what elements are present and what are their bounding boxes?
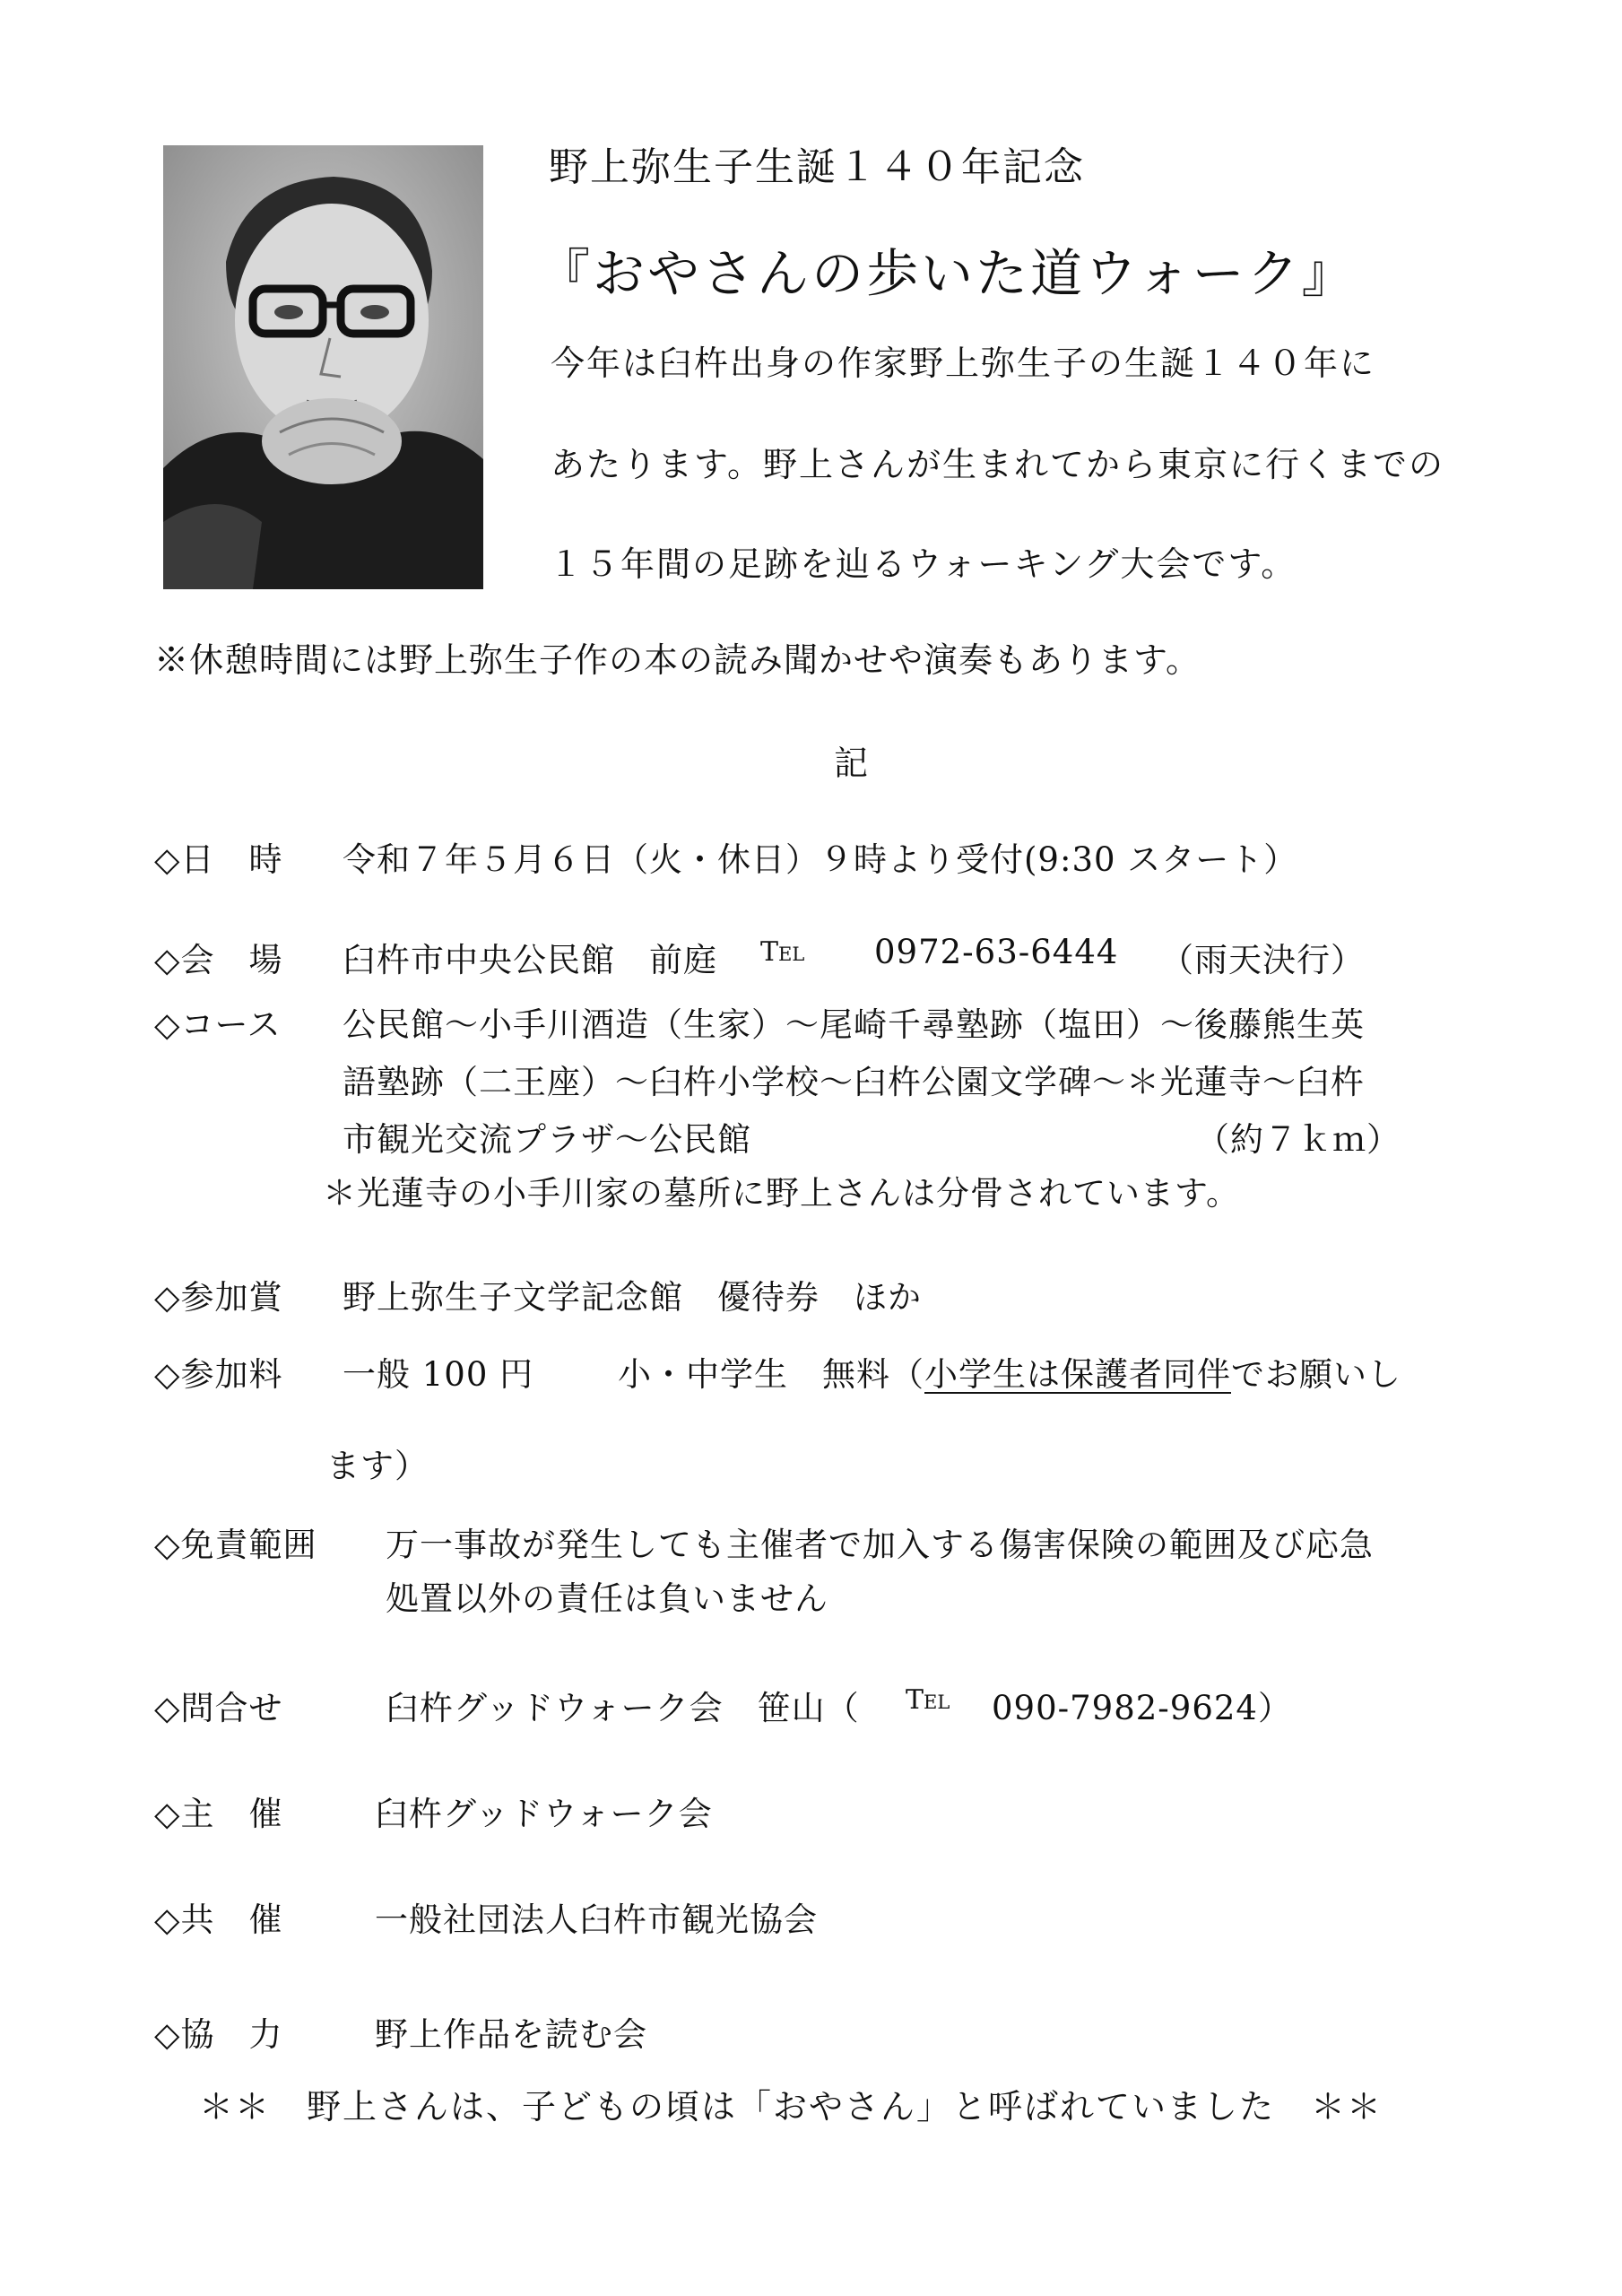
contact-label: ◇問合せ [154, 1689, 283, 1727]
datetime-label: ◇日 時 [154, 840, 283, 879]
contact-value: 臼杵グッドウォーク会 笹山（ [386, 1689, 860, 1727]
event-title: 『おやさんの歩いた道ウォーク』 [538, 243, 1357, 304]
fee-label: ◇参加料 [154, 1355, 283, 1394]
intro-line-1: 今年は臼杵出身の作家野上弥生子の生誕１４０年に [551, 344, 1376, 383]
datetime-value: 令和７年５月６日（火・休日）９時より受付(9:30 スタート） [343, 840, 1298, 879]
course-note: ＊光蓮寺の小手川家の墓所に野上さんは分骨されています。 [323, 1174, 1241, 1213]
course-label: ◇コース [154, 1005, 282, 1044]
course-line-2: 語塾跡（二王座）〜臼杵小学校〜臼杵公園文学碑〜＊光蓮寺〜臼杵 [343, 1063, 1365, 1101]
disclaimer-line-2: 処置以外の責任は負いません [386, 1579, 828, 1618]
intro-line-2: あたります。野上さんが生まれてから東京に行くまでの [551, 445, 1444, 484]
cooperation-label: ◇協 力 [154, 2015, 283, 2054]
rest-note: ※休憩時間には野上弥生子作の本の読み聞かせや演奏もあります。 [154, 640, 1201, 680]
venue-tel-label: Tel [760, 936, 805, 968]
course-line-1: 公民館〜小手川酒造（生家）〜尾崎千尋塾跡（塩田）〜後藤熊生英 [343, 1005, 1365, 1044]
disclaimer-line-1: 万一事故が発生しても主催者で加入する傷害保険の範囲及び応急 [386, 1526, 1374, 1564]
venue-tel: 0972-63-6444 [874, 933, 1119, 971]
fee-students-text: 小・中学生 無料（ [618, 1355, 924, 1394]
fee-continued: ます） [326, 1447, 429, 1485]
cooperation-value: 野上作品を読む会 [375, 2015, 647, 2054]
ki-heading: 記 [834, 744, 869, 783]
portrait-photo [163, 145, 483, 589]
co-organizer-label: ◇共 催 [154, 1900, 283, 1939]
contact-tel: 090-7982-9624） [992, 1689, 1292, 1727]
venue-rain-note: （雨天決行） [1160, 941, 1365, 979]
prize-value: 野上弥生子文学記念館 優待券 ほか [343, 1278, 922, 1317]
fee-general: 一般 100 円 [343, 1355, 534, 1394]
venue-value: 臼杵市中央公民館 前庭 [343, 941, 717, 979]
event-subtitle: 野上弥生子生誕１４０年記念 [549, 144, 1085, 190]
organizer-label: ◇主 催 [154, 1795, 283, 1833]
footer-note: ＊＊ 野上さんは、子どもの頃は「おやさん」と呼ばれていました ＊＊ [199, 2087, 1383, 2126]
co-organizer-value: 一般社団法人臼杵市観光協会 [375, 1900, 818, 1939]
fee-rest: でお願いし [1231, 1355, 1401, 1394]
intro-line-3: １５年間の足跡を辿るウォーキング大会です。 [549, 544, 1297, 584]
fee-guardian-underline: 小学生は保護者同伴 [924, 1355, 1231, 1394]
contact-tel-label: Tel [906, 1684, 950, 1716]
disclaimer-label: ◇免責範囲 [154, 1526, 317, 1564]
organizer-value: 臼杵グッドウォーク会 [375, 1795, 713, 1833]
course-distance: （約７ｋｍ） [1196, 1120, 1401, 1159]
course-line-3: 市観光交流プラザ〜公民館 [343, 1120, 751, 1159]
fee-students [618, 1347, 1401, 1396]
prize-label: ◇参加賞 [154, 1278, 283, 1317]
venue-label: ◇会 場 [154, 941, 283, 979]
